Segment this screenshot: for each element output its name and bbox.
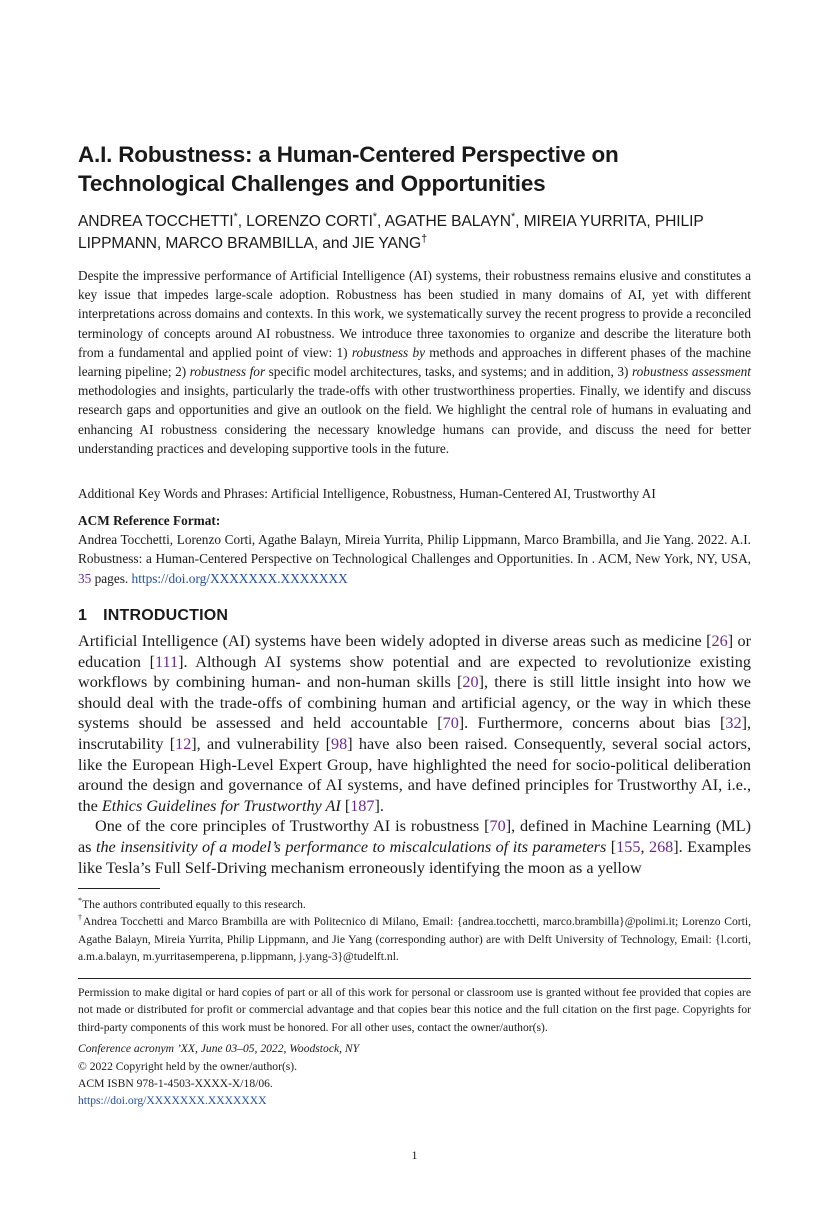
author-separator: , <box>646 213 655 230</box>
acm-reference-heading: ACM Reference Format: <box>78 513 221 528</box>
permission-divider <box>78 978 751 979</box>
conference-info: Conference acronym ’XX, June 03–05, 2022, Woodstock, NY <box>78 1042 360 1056</box>
equal-contribution-mark: * <box>372 210 377 223</box>
permission-block <box>78 984 751 1110</box>
abstract-segment: specific model architectures, tasks, and systems; and in addition, 3) <box>265 364 632 380</box>
abstract-emphasis: robustness for <box>189 364 266 380</box>
citation-link[interactable]: 12 <box>175 734 192 753</box>
permission-doi-link[interactable]: https://doi.org/XXXXXXX.XXXXXXX <box>78 1094 267 1108</box>
abstract <box>78 266 751 458</box>
footnotes <box>78 896 751 966</box>
author-name: ANDREA TOCCHETTI <box>78 213 234 230</box>
author-name: MIREIA YURRITA <box>523 213 647 230</box>
acm-reference <box>78 511 751 588</box>
author-name: LORENZO CORTI <box>246 213 373 230</box>
text-segment: ], inscrutability [ <box>78 714 751 753</box>
paragraph <box>78 631 751 816</box>
emphasis: the insensitivity of a model’s performance to miscalculations of its parameters <box>95 837 607 856</box>
corresponding-author-mark: † <box>421 232 428 245</box>
text-segment: ], there is still little insight into how we should deal with the trade-offs of combining human and artificial agency, or the way in which these systems should be assessed and held accountable [ <box>78 673 751 733</box>
footnote-divider <box>78 888 160 889</box>
citation-link[interactable]: 187 <box>350 796 375 815</box>
author-name: PHILIP LIPPMANN <box>78 213 704 252</box>
citation-link[interactable]: 155 <box>616 837 641 856</box>
text-segment: [ <box>340 796 351 815</box>
text-segment: Artificial Intelligence (AI) systems have been widely adopted in diverse areas such as medicine [ <box>78 632 712 650</box>
author-separator: , <box>376 213 385 230</box>
abstract-emphasis: robustness assessment <box>631 364 751 380</box>
text-segment: ]. <box>374 796 384 815</box>
permission-text: Permission to make digital or hard copies of part or all of this work for personal or classroom use is granted without fee provided that copies are not made or distributed for profit or commercial advantage and that copies bear this notice and the full citation on the first page. Copyrights for third-party components of this work must be honored. For all other uses, contact the owner/author(s). <box>78 986 751 1034</box>
author-separator: , and <box>313 235 353 252</box>
footnote-text: The authors contributed equally to this research. <box>82 898 306 911</box>
abstract-segment: methodologies and insights, particularly the trade-offs with other trustworthiness properties. Finally, we identify and discuss research gaps and opportunities and give an outlook on the field. We highlight the central role of humans in evaluating and enhancing AI robustness considering the necessary knowledge humans can provide, and discuss the need for better understanding practices and developing supportive tools in the future. <box>78 383 751 456</box>
author-separator: , <box>237 213 247 230</box>
page-number: 1 <box>411 1148 418 1162</box>
footnote <box>78 913 751 965</box>
paper-title: A.I. Robustness: a Human-Centered Perspective on Technological Challenges and Opportunities <box>78 142 619 196</box>
keywords: Additional Key Words and Phrases: Artificial Intelligence, Robustness, Human-Centered AI, Trustworthy AI <box>78 486 656 501</box>
author-separator: , <box>156 235 166 252</box>
introduction-body <box>78 631 751 878</box>
text-segment: ], defined in Machine Learning (ML) as <box>78 817 751 856</box>
citation-link[interactable]: 268 <box>648 837 674 856</box>
citation-link[interactable]: 20 <box>462 673 479 692</box>
author-list <box>78 211 751 255</box>
text-segment: ]. Furthermore, concerns about bias [ <box>458 714 726 733</box>
author-name: JIE YANG <box>352 235 422 252</box>
section-title: INTRODUCTION <box>103 607 229 624</box>
text-segment: ], and vulnerability [ <box>191 734 332 753</box>
abstract-emphasis: robustness by <box>351 344 426 360</box>
section-heading <box>78 607 228 625</box>
text-segment: , <box>640 837 649 856</box>
citation-link[interactable]: 70 <box>489 817 506 836</box>
text-segment: [ <box>606 837 617 856</box>
abstract-segment: methods and approaches in different phases of the machine learning pipeline; 2) <box>78 344 751 380</box>
citation-link[interactable]: 111 <box>154 652 179 671</box>
text-segment: ]. Although AI systems show potential and are expected to revolutionize existing workflows by combining human- and non-human skills [ <box>78 652 751 692</box>
text-segment: ]. Examples like Tesla’s Full Self-Driving mechanism erroneously identifying the moon as a yellow <box>78 837 752 877</box>
equal-contribution-mark: * <box>510 210 516 223</box>
doi-link[interactable]: https://doi.org/XXXXXXX.XXXXXXX <box>131 570 348 586</box>
abstract-text <box>78 266 751 458</box>
text-segment: ] have also been raised. Consequently, several social actors, like the European High-Level Expert Group, have highlighted the need for socio-political deliberation around the design and governance of AI systems, and have defined principles for Trustworthy AI, i.e., the <box>78 734 752 815</box>
author-name: MARCO BRAMBILLA <box>165 235 314 252</box>
citation-link[interactable]: 98 <box>331 734 348 753</box>
text-segment: ] or education [ <box>78 632 751 671</box>
author-separator: , <box>515 213 524 230</box>
copyright-notice: © 2022 Copyright held by the owner/author(s). <box>78 1059 298 1073</box>
acm-reference-segment: Andrea Tocchetti, Lorenzo Corti, Agathe Balayn, Mireia Yurrita, Philip Lippmann, Marco Brambilla, and Jie Yang. 2022. A.I. Robustness: a Human-Centered Perspective on Technological Challenges and Opportunities. In . ACM, New York, NY, USA, <box>78 532 751 567</box>
citation-link[interactable]: 32 <box>725 714 742 733</box>
abstract-segment: Despite the impressive performance of Artificial Intelligence (AI) systems, their robustness remains elusive and constitutes a key issue that impedes large-scale adoption. Robustness has been studied in many domains of AI, yet with different interpretations across domains and contexts. In this work, we systematically survey the recent progress to provide a reconciled terminology of concepts around AI robustness. We introduce three taxonomies to organize and describe the literature both from a fundamental and applied point of view: 1) <box>78 268 751 360</box>
paragraph <box>78 816 751 878</box>
footnote-mark: * <box>78 896 83 906</box>
text-segment: One of the core principles of Trustworthy AI is robustness [ <box>95 817 490 836</box>
footnote <box>78 896 751 913</box>
author-name: AGATHE BALAYN <box>384 213 511 230</box>
acm-reference-segment: pages. <box>91 570 132 586</box>
footnote-text: Andrea Tocchetti and Marco Brambilla are with Politecnico di Milano, Email: {andrea.tocchetti, marco.brambilla}@polimi.it; Lorenzo Corti, Agathe Balayn, Mireia Yurrita, Philip Lippmann, and Jie Yang (corresponding author) are with Delft University of Technology, Email: {l.corti, a.m.a.balayn, m.yurritasemperena, p.lippmann, j.yang-3}@tudelft.nl. <box>78 915 751 964</box>
page-count-link[interactable]: 35 <box>78 570 92 586</box>
isbn: ACM ISBN 978-1-4503-XXXX-X/18/06. <box>78 1077 273 1091</box>
acm-reference-text <box>78 530 751 588</box>
citation-link[interactable]: 70 <box>442 714 459 733</box>
footnote-mark: † <box>78 913 83 923</box>
emphasis: Ethics Guidelines for Trustworthy AI <box>101 796 341 815</box>
equal-contribution-mark: * <box>233 210 238 223</box>
section-number: 1 <box>78 607 88 624</box>
citation-link[interactable]: 26 <box>711 632 728 650</box>
